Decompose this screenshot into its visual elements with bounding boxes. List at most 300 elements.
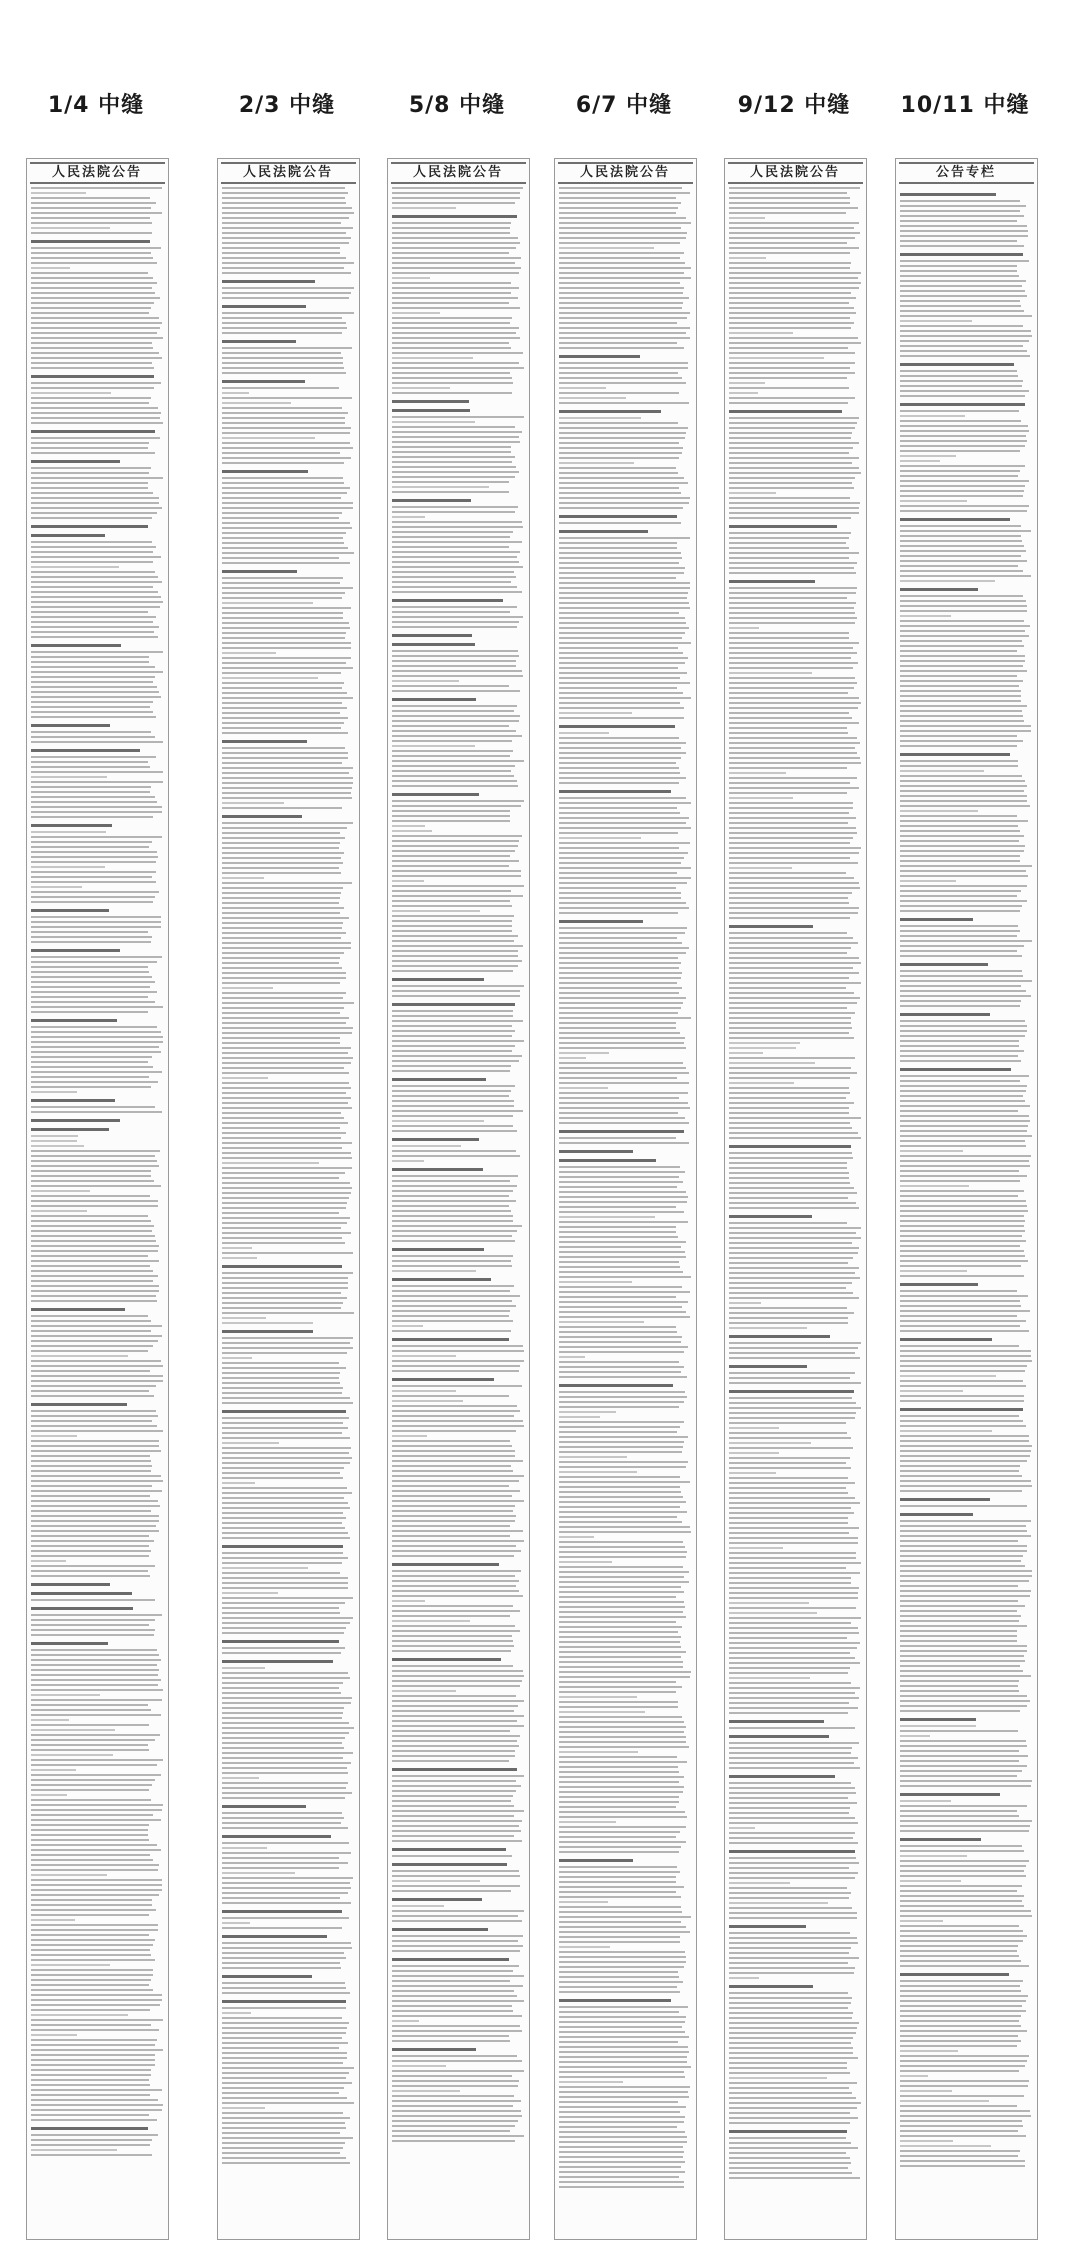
- text-line: [729, 692, 848, 694]
- text-line: [729, 1122, 851, 1124]
- text-line: [900, 1080, 1021, 1082]
- notice-heading-line: [559, 1384, 673, 1387]
- text-line: [392, 940, 515, 942]
- text-line: [392, 1300, 512, 1302]
- text-line: [222, 1392, 342, 1394]
- text-line: [392, 1950, 520, 1952]
- text-line: [559, 1291, 691, 1293]
- text-line: [559, 1431, 677, 1433]
- text-line: [222, 237, 352, 239]
- text-line: [31, 1380, 164, 1382]
- text-line: [559, 1082, 689, 1084]
- text-line: [222, 1727, 355, 1729]
- text-line: [31, 472, 149, 474]
- text-line: [900, 1540, 1018, 1542]
- text-line: [31, 986, 151, 988]
- text-line: [729, 1872, 859, 1874]
- text-line: [559, 372, 679, 374]
- text-line: [559, 1616, 687, 1618]
- text-line: [31, 1210, 87, 1212]
- text-line: [559, 1566, 684, 1568]
- text-line: [392, 277, 430, 279]
- text-line: [729, 1652, 851, 1654]
- text-line: [222, 2062, 343, 2064]
- text-line: [31, 1649, 158, 1651]
- text-line: [900, 730, 1031, 732]
- text-line: [729, 2167, 849, 2169]
- notice-column: [217, 158, 360, 2240]
- text-line: [31, 1784, 153, 1786]
- text-line: [900, 1350, 1031, 1352]
- text-line: [392, 237, 519, 239]
- text-line: [900, 1110, 1019, 1112]
- notice-heading-line: [900, 1973, 1010, 1976]
- text-line: [900, 2015, 1022, 2017]
- text-line: [31, 2064, 156, 2066]
- text-line: [559, 522, 682, 524]
- text-line: [392, 1835, 515, 1837]
- text-line: [31, 1834, 148, 1836]
- text-line: [729, 1817, 855, 1819]
- text-line: [31, 1250, 158, 1252]
- text-line: [559, 1771, 680, 1773]
- text-line: [729, 1492, 849, 1494]
- text-line: [392, 1100, 515, 1102]
- text-line: [559, 1441, 685, 1443]
- text-line: [900, 510, 1027, 512]
- text-line: [729, 1487, 847, 1489]
- text-line: [31, 1445, 160, 1447]
- text-line: [900, 1940, 1024, 1942]
- text-line: [392, 685, 509, 687]
- text-line: [31, 397, 151, 399]
- text-line: [222, 477, 344, 479]
- text-line: [392, 1465, 511, 1467]
- text-line: [900, 1590, 1031, 1592]
- text-line: [222, 1502, 348, 1504]
- notice-heading-line: [392, 1928, 489, 1931]
- text-line: [31, 1505, 160, 1507]
- text-line: [729, 277, 858, 279]
- text-line: [392, 1490, 520, 1492]
- text-line: [900, 1925, 1019, 1927]
- text-line: [392, 1500, 525, 1502]
- text-line: [31, 901, 153, 903]
- text-line: [31, 1170, 151, 1172]
- text-line: [900, 1145, 1026, 1147]
- text-line: [392, 1540, 525, 1542]
- text-line: [900, 1485, 1033, 1487]
- text-line: [222, 2117, 351, 2119]
- text-line: [729, 357, 824, 359]
- text-line: [900, 1685, 1018, 1687]
- text-line: [222, 2112, 343, 2114]
- text-line: [900, 1140, 1026, 1142]
- text-line: [729, 1302, 761, 1304]
- text-line: [31, 1629, 156, 1631]
- notice-heading-line: [900, 1718, 977, 1721]
- text-line: [559, 192, 690, 194]
- text-line: [31, 392, 112, 394]
- text-line: [559, 887, 677, 889]
- text-line: [31, 1684, 159, 1686]
- text-line: [900, 290, 1026, 292]
- text-line: [559, 1371, 681, 1373]
- text-line: [392, 1815, 515, 1817]
- notice-heading-line: [900, 1013, 990, 1016]
- text-line: [392, 392, 512, 394]
- text-line: [900, 1000, 1021, 1002]
- text-line: [559, 1746, 690, 1748]
- text-line: [222, 797, 353, 799]
- text-line: [559, 1551, 687, 1553]
- text-line: [222, 1992, 351, 1994]
- text-line: [900, 700, 1022, 702]
- text-line: [222, 1077, 268, 1079]
- text-line: [729, 447, 853, 449]
- text-line: [31, 806, 162, 808]
- text-line: [729, 1097, 847, 1099]
- text-line: [559, 497, 691, 499]
- text-line: [900, 990, 1027, 992]
- text-line: [559, 927, 688, 929]
- text-line: [729, 322, 855, 324]
- text-line: [559, 877, 692, 879]
- text-line: [31, 2139, 153, 2141]
- text-line: [559, 432, 686, 434]
- text-line: [222, 2027, 348, 2029]
- text-line: [900, 970, 1022, 972]
- text-line: [729, 1272, 855, 1274]
- text-line: [559, 652, 683, 654]
- text-line: [222, 1252, 354, 1254]
- text-line: [31, 1949, 150, 1951]
- text-line: [559, 1356, 586, 1358]
- text-line: [900, 1565, 1025, 1567]
- notice-heading-line: [392, 1768, 518, 1771]
- text-line: [31, 921, 162, 923]
- text-line: [392, 2015, 523, 2017]
- text-line: [31, 1140, 78, 1142]
- notice-heading-line: [392, 1168, 483, 1171]
- text-line: [31, 1091, 78, 1093]
- text-line: [31, 1824, 150, 1826]
- text-line: [392, 297, 518, 299]
- text-line: [900, 1870, 1025, 1872]
- text-line: [222, 667, 354, 669]
- text-line: [900, 1190, 1025, 1192]
- text-line: [900, 1875, 1026, 1877]
- text-line: [729, 442, 859, 444]
- notice-heading-line: [392, 978, 484, 981]
- text-line: [392, 1855, 512, 1857]
- text-line: [392, 710, 514, 712]
- text-line: [559, 1586, 682, 1588]
- text-line: [900, 2090, 952, 2092]
- text-line: [729, 482, 852, 484]
- text-line: [392, 227, 510, 229]
- text-line: [392, 1240, 516, 1242]
- text-line: [222, 2092, 339, 2094]
- text-line: [392, 1350, 524, 1352]
- text-line: [392, 870, 521, 872]
- text-line: [729, 367, 850, 369]
- text-line: [900, 2115, 1031, 2117]
- text-line: [900, 1255, 1025, 1257]
- text-line: [31, 357, 163, 359]
- text-line: [31, 207, 152, 209]
- text-line: [559, 2146, 684, 2148]
- text-line: [392, 860, 520, 862]
- text-line: [31, 1205, 159, 1207]
- text-line: [31, 262, 158, 264]
- text-line: [729, 1637, 848, 1639]
- text-line: [559, 1801, 680, 1803]
- text-line: [222, 1687, 340, 1689]
- text-line: [222, 1682, 343, 1684]
- notice-heading-line: [31, 2127, 149, 2130]
- text-line: [392, 820, 511, 822]
- text-line: [559, 1986, 678, 1988]
- text-line: [729, 1087, 850, 1089]
- text-line: [729, 1702, 850, 1704]
- text-line: [900, 350, 1028, 352]
- text-line: [31, 1689, 163, 1691]
- text-line: [559, 277, 692, 279]
- text-line: [729, 497, 850, 499]
- text-line: [392, 1390, 457, 1392]
- text-line: [31, 846, 150, 848]
- text-line: [559, 2031, 685, 2033]
- text-line: [559, 1436, 689, 1438]
- text-line: [222, 1377, 339, 1379]
- text-line: [729, 217, 766, 219]
- text-line: [222, 1017, 350, 1019]
- notice-heading-line: [900, 518, 1010, 521]
- text-line: [900, 1980, 1023, 1982]
- text-line: [31, 2089, 163, 2091]
- text-line: [900, 2125, 1023, 2127]
- text-line: [900, 580, 996, 582]
- text-line: [729, 2027, 857, 2029]
- text-line: [559, 627, 690, 629]
- text-line: [222, 1102, 348, 1104]
- text-line: [559, 1656, 681, 1658]
- text-line: [729, 1627, 858, 1629]
- text-line: [392, 660, 517, 662]
- text-line: [559, 597, 687, 599]
- text-line: [729, 1307, 847, 1309]
- text-line: [31, 2074, 151, 2076]
- text-line: [559, 1731, 684, 1733]
- text-line: [729, 1377, 850, 1379]
- text-line: [729, 1497, 855, 1499]
- notice-heading-line: [31, 525, 148, 528]
- text-line: [222, 1647, 346, 1649]
- text-line: [392, 451, 511, 453]
- text-line: [729, 297, 857, 299]
- text-line: [31, 1480, 163, 1482]
- text-line: [729, 1172, 850, 1174]
- text-line: [222, 1982, 345, 1984]
- text-line: [222, 1552, 343, 1554]
- text-line: [222, 1487, 348, 1489]
- text-line: [392, 965, 519, 967]
- text-line: [729, 2082, 857, 2084]
- text-line: [392, 287, 519, 289]
- text-line: [559, 1117, 685, 1119]
- text-line: [31, 1754, 114, 1756]
- text-line: [222, 612, 344, 614]
- text-line: [222, 1002, 354, 1004]
- text-line: [31, 1071, 162, 1073]
- text-line: [729, 1727, 855, 1729]
- text-line: [559, 1351, 684, 1353]
- text-line: [31, 1525, 157, 1527]
- text-line: [729, 242, 848, 244]
- text-line: [222, 452, 340, 454]
- fold-label: 2/3 中缝: [238, 93, 336, 118]
- text-line: [222, 937, 341, 939]
- text-line: [31, 1939, 155, 1941]
- text-line: [222, 897, 340, 899]
- text-line: [392, 1530, 523, 1532]
- text-line: [900, 525, 1022, 527]
- text-line: [559, 747, 681, 749]
- text-line: [31, 1370, 150, 1372]
- text-line: [900, 1330, 1030, 1332]
- text-line: [559, 1426, 680, 1428]
- text-line: [900, 230, 1029, 232]
- text-line: [222, 1202, 347, 1204]
- notice-heading-line: [222, 1545, 343, 1548]
- text-line: [392, 1935, 524, 1937]
- text-line: [559, 932, 685, 934]
- text-line: [31, 1300, 157, 1302]
- text-line: [31, 1864, 159, 1866]
- text-line: [31, 1744, 149, 1746]
- text-line: [31, 437, 161, 439]
- text-line: [559, 1781, 679, 1783]
- text-line: [559, 1306, 683, 1308]
- text-line: [392, 1385, 522, 1387]
- text-line: [559, 477, 684, 479]
- text-line: [729, 327, 851, 329]
- text-line: [559, 347, 685, 349]
- text-line: [392, 2025, 520, 2027]
- text-line: [729, 342, 861, 344]
- text-line: [31, 1869, 158, 1871]
- text-line: [222, 1212, 340, 1214]
- text-line: [31, 1994, 162, 1996]
- text-line: [392, 1810, 524, 1812]
- text-line: [900, 1295, 1028, 1297]
- text-line: [559, 1971, 679, 1973]
- text-line: [559, 2171, 686, 2173]
- text-line: [559, 1112, 679, 1114]
- text-line: [729, 1572, 861, 1574]
- text-line: [392, 745, 476, 747]
- text-line: [729, 1132, 859, 1134]
- text-line: [559, 897, 681, 899]
- text-line: [900, 720, 1024, 722]
- text-line: [900, 880, 956, 882]
- text-line: [900, 2065, 1026, 2067]
- text-line: [729, 1187, 854, 1189]
- text-line: [222, 1722, 350, 1724]
- text-line: [31, 1839, 149, 1841]
- text-line: [31, 402, 150, 404]
- text-line: [31, 1794, 67, 1796]
- text-line: [222, 672, 342, 674]
- text-line: [900, 1705, 1027, 1707]
- text-line: [31, 1729, 116, 1731]
- text-line: [729, 452, 850, 454]
- text-line: [392, 1825, 520, 1827]
- text-line: [222, 732, 348, 734]
- notice-heading-line: [31, 1119, 120, 1122]
- text-line: [559, 847, 679, 849]
- text-line: [900, 2150, 1021, 2152]
- text-line: [900, 285, 1023, 287]
- text-line: [900, 295, 1028, 297]
- text-line: [31, 1215, 148, 1217]
- text-line: [31, 1041, 163, 1043]
- text-line: [559, 962, 681, 964]
- text-line: [31, 2039, 157, 2041]
- text-line: [559, 662, 686, 664]
- text-line: [559, 442, 680, 444]
- text-line: [900, 1455, 1031, 1457]
- text-line: [31, 477, 163, 479]
- text-line: [559, 567, 685, 569]
- text-line: [559, 1137, 676, 1139]
- text-line: [31, 1485, 152, 1487]
- text-line: [559, 1881, 676, 1883]
- text-line: [559, 1611, 683, 1613]
- text-line: [900, 1370, 1026, 1372]
- text-line: [559, 1251, 685, 1253]
- text-line: [31, 192, 86, 194]
- text-line: [222, 892, 341, 894]
- text-line: [900, 1850, 1024, 1852]
- text-line: [31, 297, 161, 299]
- text-line: [31, 1979, 151, 1981]
- text-line: [392, 1735, 520, 1737]
- text-line: [222, 387, 339, 389]
- text-line: [729, 1942, 859, 1944]
- text-line: [729, 887, 861, 889]
- text-line: [900, 1085, 1027, 1087]
- text-line: [222, 1672, 349, 1674]
- text-line: [559, 1696, 638, 1698]
- text-line: [900, 680, 1024, 682]
- text-line: [392, 1795, 514, 1797]
- text-line: [900, 1380, 1023, 1382]
- text-line: [900, 2160, 1026, 2162]
- text-line: [31, 1934, 149, 1936]
- text-line: [729, 762, 862, 764]
- text-line: [31, 1350, 149, 1352]
- text-line: [222, 407, 342, 409]
- text-line: [729, 1857, 857, 1859]
- text-line: [222, 802, 284, 804]
- notice-heading-line: [222, 305, 306, 308]
- notice-heading-line: [900, 1793, 1001, 1796]
- text-line: [729, 592, 857, 594]
- text-line: [222, 1337, 353, 1339]
- text-line: [729, 987, 846, 989]
